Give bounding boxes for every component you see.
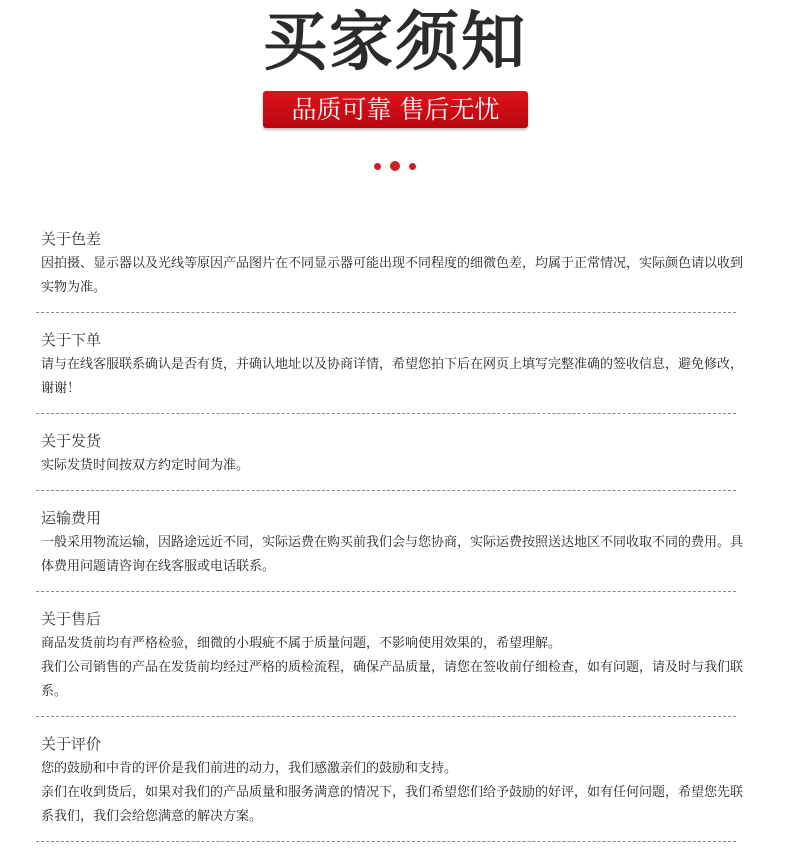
section-title: 运输费用 (41, 509, 102, 527)
section-paragraph: 实际发货时间按双方约定时间为准。 (41, 458, 250, 473)
section-body (41, 757, 744, 829)
notice-sections (36, 224, 744, 854)
dot-icon (374, 163, 381, 170)
section-color-difference (36, 224, 744, 313)
section-paragraph: 请与在线客服联系确认是否有货，并确认地址以及协商详情，希望您拍下后在网页上填写完整准确的签收信息，避免修改，谢谢！ (41, 357, 744, 396)
subtitle-banner: 品质可靠 售后无忧 (263, 91, 528, 128)
decorative-dots (0, 160, 790, 172)
section-shipping (36, 426, 736, 491)
section-after-sales (36, 604, 744, 717)
section-title: 关于发货 (41, 432, 102, 450)
dot-icon (409, 163, 416, 170)
section-paragraph: 您的鼓励和中肯的评价是我们前进的动力，我们感激亲们的鼓励和支持。 (41, 761, 458, 776)
page-title: 买家须知 (263, 6, 527, 80)
section-freight-cost (36, 503, 744, 592)
section-paragraph: 亲们在收到货后，如果对我们的产品质量和服务满意的情况下，我们希望您们给予鼓励的好评，如有任何问题，希望您先联系我们，我们会给您满意的解决方案。 (41, 785, 744, 824)
section-ordering (36, 325, 744, 414)
section-body (41, 632, 744, 704)
section-title: 关于色差 (41, 230, 102, 248)
section-paragraph: 因拍摄、显示器以及光线等原因产品图片在不同显示器可能出现不同程度的细微色差，均属于正常情况，实际颜色请以收到实物为准。 (41, 256, 744, 295)
dot-icon (390, 161, 400, 171)
section-body (41, 353, 744, 401)
section-body (41, 454, 736, 478)
section-paragraph: 我们公司销售的产品在发货前均经过严格的质检流程，确保产品质量，请您在签收前仔细检查，如有问题，请及时与我们联系。 (41, 660, 744, 699)
section-reviews (36, 729, 744, 842)
page-header (0, 0, 790, 200)
section-body (41, 531, 744, 579)
section-title: 关于下单 (41, 331, 102, 349)
section-title: 关于评价 (41, 735, 102, 753)
section-paragraph: 一般采用物流运输，因路途远近不同，实际运费在购买前我们会与您协商，实际运费按照送达地区不同收取不同的费用。具体费用问题请咨询在线客服或电话联系。 (41, 535, 744, 574)
section-paragraph: 商品发货前均有严格检验，细微的小瑕疵不属于质量问题，不影响使用效果的，希望理解。 (41, 636, 562, 651)
section-body (41, 252, 744, 300)
section-title: 关于售后 (41, 610, 102, 628)
